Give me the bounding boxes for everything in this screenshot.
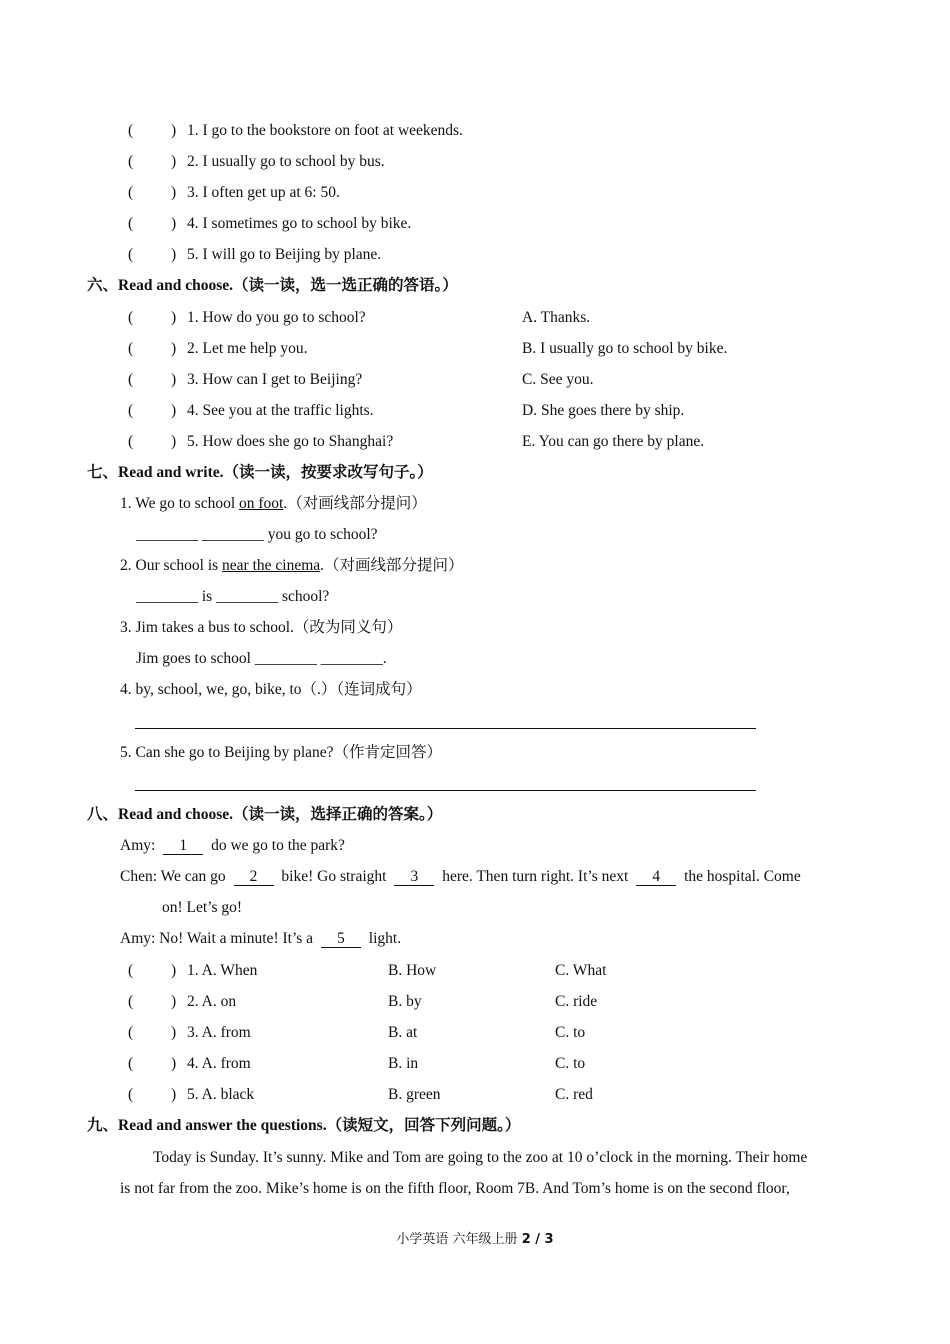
dialogue-line-amy	[120, 836, 345, 856]
option-b: B. green	[388, 1086, 441, 1103]
speaker-label: Amy:	[120, 837, 156, 854]
answer-line-5[interactable]	[135, 790, 756, 791]
answer-paren-open: (	[128, 184, 134, 201]
underlined-phrase: on foot	[239, 495, 284, 512]
instruction-text: .（对画线部分提问）	[320, 557, 464, 574]
answer-line-3[interactable]: Jim goes to school ________ ________.	[136, 650, 387, 667]
answer-line-1[interactable]: ________ ________ you go to school?	[136, 526, 378, 543]
dialogue-text: Chen: We can go	[120, 868, 226, 885]
answer-option: E. You can go there by plane.	[522, 433, 705, 450]
answer-paren-open: (	[128, 340, 134, 357]
option-b: B. in	[388, 1055, 419, 1072]
answer-paren-close: )	[171, 309, 177, 326]
option-b: B. at	[388, 1024, 418, 1041]
answer-option: C. See you.	[522, 371, 594, 388]
answer-paren-close: )	[171, 402, 177, 419]
option-a: 4. A. from	[187, 1055, 251, 1072]
option-b: B. How	[388, 962, 437, 979]
dialogue-text: bike! Go straight	[281, 868, 387, 885]
option-b: B. by	[388, 993, 422, 1010]
numbered-blank: 1	[163, 838, 203, 855]
section-number: 八、	[87, 806, 119, 823]
rewrite-question-2	[120, 556, 464, 576]
answer-paren-open: (	[128, 371, 134, 388]
dialogue-continuation: on! Let’s go!	[162, 899, 243, 916]
dialogue-text: Amy: No! Wait a minute! It’s a	[120, 930, 314, 947]
answer-paren-close: )	[171, 1055, 177, 1072]
answer-paren-close: )	[171, 993, 177, 1010]
answer-paren-open: (	[128, 1055, 134, 1072]
section-title: Read and choose.	[118, 277, 233, 294]
answer-paren-close: )	[171, 962, 177, 979]
section9-heading	[87, 1116, 520, 1136]
question-text: 5. How does she go to Shanghai?	[187, 433, 394, 450]
dialogue-line-amy	[120, 929, 401, 949]
answer-paren-open: (	[128, 433, 134, 450]
question-text: 5. I will go to Beijing by plane.	[187, 246, 382, 263]
answer-paren-close: )	[171, 215, 177, 232]
numbered-blank: 3	[394, 869, 434, 886]
option-c: C. red	[555, 1086, 593, 1103]
instruction-text: .（对画线部分提问）	[283, 495, 427, 512]
answer-paren-close: )	[171, 184, 177, 201]
question-text: 3. I often get up at 6: 50.	[187, 184, 340, 201]
dialogue-text: do we go to the park?	[211, 837, 345, 854]
option-a: 1. A. When	[187, 962, 258, 979]
answer-paren-close: )	[171, 340, 177, 357]
reading-passage-line: Today is Sunday. It’s sunny. Mike and Tom are going to the zoo at 10 o’clock in the morning. Their home	[153, 1149, 808, 1166]
numbered-blank: 5	[321, 931, 361, 948]
answer-paren-open: (	[128, 122, 134, 139]
question-text: 4. See you at the traffic lights.	[187, 402, 374, 419]
option-a: 5. A. black	[187, 1086, 255, 1103]
footer-text: 小学英语 六年级上册	[396, 1232, 518, 1247]
question-text: 4. I sometimes go to school by bike.	[187, 215, 412, 232]
section6-heading	[87, 276, 458, 296]
rewrite-question-4: 4. by, school, we, go, bike, to（.）（连词成句）	[120, 681, 422, 698]
rewrite-question-1	[120, 494, 427, 514]
answer-paren-close: )	[171, 371, 177, 388]
section-title: Read and answer the questions.	[118, 1117, 327, 1134]
rewrite-question-3: 3. Jim takes a bus to school.（改为同义句）	[120, 619, 403, 636]
underlined-phrase: near the cinema	[222, 557, 321, 574]
answer-paren-close: )	[171, 246, 177, 263]
option-c: C. What	[555, 962, 607, 979]
answer-paren-open: (	[128, 402, 134, 419]
dialogue-text: light.	[368, 930, 402, 947]
answer-paren-open: (	[128, 309, 134, 326]
question-text: 2. Our school is	[120, 557, 223, 574]
answer-option: B. I usually go to school by bike.	[522, 340, 728, 357]
answer-paren-close: )	[171, 433, 177, 450]
option-c: C. ride	[555, 993, 598, 1010]
section-instruction: （读一读，选一选正确的答语。）	[233, 277, 458, 294]
answer-paren-close: )	[171, 1024, 177, 1041]
page-number: 2 / 3	[521, 1232, 554, 1247]
question-text: 2. I usually go to school by bus.	[187, 153, 385, 170]
answer-option: D. She goes there by ship.	[522, 402, 685, 419]
answer-paren-open: (	[128, 993, 134, 1010]
answer-paren-open: (	[128, 1086, 134, 1103]
answer-paren-close: )	[171, 1086, 177, 1103]
section-instruction: （读一读，按要求改写句子。）	[223, 464, 433, 481]
section-number: 九、	[87, 1117, 119, 1134]
answer-paren-open: (	[128, 1024, 134, 1041]
section7-heading	[87, 463, 433, 483]
section-title: Read and write.	[118, 464, 224, 481]
section-title: Read and choose.	[118, 806, 233, 823]
answer-paren-open: (	[128, 246, 134, 263]
dialogue-text: the hospital. Come	[684, 868, 801, 885]
reading-passage-line: is not far from the zoo. Mike’s home is on the fifth floor, Room 7B. And Tom’s home is on the second floor,	[120, 1180, 790, 1197]
question-text: 2. Let me help you.	[187, 340, 308, 357]
option-a: 3. A. from	[187, 1024, 251, 1041]
answer-paren-open: (	[128, 962, 134, 979]
numbered-blank: 4	[636, 869, 676, 886]
answer-paren-close: )	[171, 153, 177, 170]
question-text: 3. How can I get to Beijing?	[187, 371, 363, 388]
question-text: 1. We go to school	[120, 495, 240, 512]
answer-paren-open: (	[128, 153, 134, 170]
option-c: C. to	[555, 1055, 586, 1072]
option-c: C. to	[555, 1024, 586, 1041]
dialogue-text: here. Then turn right. It’s next	[442, 868, 629, 885]
answer-paren-open: (	[128, 215, 134, 232]
question-text: 1. I go to the bookstore on foot at weekends.	[187, 122, 463, 139]
section-number: 七、	[87, 464, 119, 481]
dialogue-line-chen	[120, 867, 801, 887]
answer-line-4[interactable]	[135, 728, 756, 729]
rewrite-question-5: 5. Can she go to Beijing by plane?（作肯定回答）	[120, 744, 443, 761]
section-number: 六、	[87, 277, 119, 294]
answer-option: A. Thanks.	[522, 309, 591, 326]
section-instruction: （读一读，选择正确的答案。）	[233, 806, 443, 823]
section-instruction: （读短文，回答下列问题。）	[326, 1117, 521, 1134]
section8-heading	[87, 805, 442, 825]
numbered-blank: 2	[234, 869, 274, 886]
question-text: 1. How do you go to school?	[187, 309, 366, 326]
answer-paren-close: )	[171, 122, 177, 139]
answer-line-2[interactable]: ________ is ________ school?	[136, 588, 330, 605]
page-footer	[0, 1228, 950, 1247]
option-a: 2. A. on	[187, 993, 237, 1010]
